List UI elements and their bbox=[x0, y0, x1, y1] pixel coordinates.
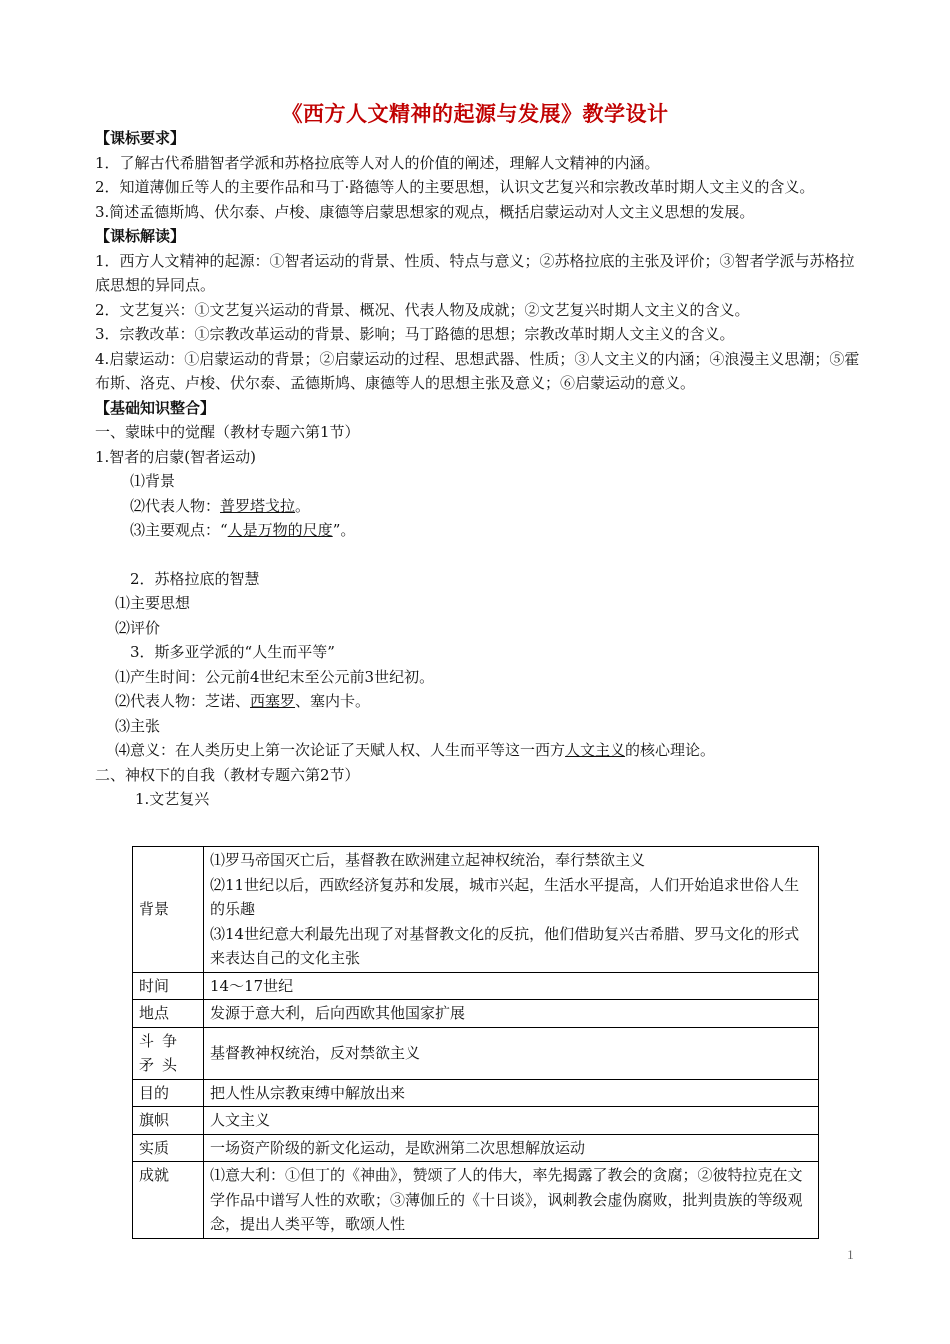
list-item: 3．宗教改革：①宗教改革运动的背景、影响；马丁路德的思想；宗教改革时期人文主义的含义。 bbox=[95, 325, 735, 343]
table-row bbox=[133, 847, 819, 973]
part-heading: 一、蒙昧中的觉醒（教材专题六第1节） bbox=[95, 423, 360, 441]
table-value: 把人性从宗教束缚中解放出来 bbox=[204, 1079, 819, 1107]
table-key: 目的 bbox=[133, 1079, 204, 1107]
table-value: 一场资产阶级的新文化运动，是欧洲第二次思想解放运动 bbox=[204, 1134, 819, 1162]
table-value: 基督教神权统治，反对禁欲主义 bbox=[204, 1027, 819, 1079]
list-item: ⑵评价 bbox=[115, 618, 161, 637]
table-row bbox=[133, 1107, 819, 1135]
table-value: ⑴罗马帝国灭亡后，基督教在欧洲建立起神权统治，奉行禁欲主义 ⑵11世纪以后，西欧经济复苏和发展，城市兴起，生活水平提高，人们开始追求世俗人生的乐趣 ⑶14世纪意大利最先出现了对基督教文化的反抗，他们借助复兴古希腊、罗马文化的形式来表达自己的文化主张 bbox=[204, 847, 819, 973]
list-item: 1．了解古代希腊智者学派和苏格拉底等人对人的价值的阐述，理解人文精神的内涵。 bbox=[95, 153, 660, 172]
list-item: 4.启蒙运动：①启蒙运动的背景；②启蒙运动的过程、思想武器、性质；③人文主义的内涵；④浪漫主义思潮；⑤霍布斯、洛克、卢梭、伏尔泰、孟德斯鸠、康德等人的思想主张及意义；⑥启蒙运动的意义。 bbox=[95, 349, 860, 392]
table-row bbox=[133, 1134, 819, 1162]
document-body bbox=[95, 126, 860, 812]
table-row bbox=[133, 972, 819, 1000]
list-item: ⑴产生时间：公元前4世纪末至公元前3世纪初。 bbox=[115, 667, 435, 686]
section-heading-kebiao-yaoqiu: 【课标要求】 bbox=[95, 129, 186, 147]
list-item: 3.简述孟德斯鸠、伏尔泰、卢梭、康德等启蒙思想家的观点，概括启蒙运动对人文主义思想的发展。 bbox=[95, 202, 755, 221]
table-value: 14～17世纪 bbox=[204, 972, 819, 1000]
document-title: 《西方人文精神的起源与发展》教学设计 bbox=[281, 101, 669, 126]
table-value: ⑴意大利：①但丁的《神曲》，赞颂了人的伟大，率先揭露了教会的贪腐；②彼特拉克在文学作品中谱写人性的欢歌；③薄伽丘的《十日谈》，讽刺教会虚伪腐败，批判贵族的等级观念，提出人类平等，歌颂人性 bbox=[204, 1162, 819, 1239]
list-item: ⑷意义：在人类历史上第一次论证了天赋人权、人生而平等这一西方人文主义的核心理论。 bbox=[115, 741, 716, 759]
list-item: 1．西方人文精神的起源：①智者运动的背景、性质、特点与意义；②苏格拉底的主张及评价；③智者学派与苏格拉底思想的异同点。 bbox=[95, 251, 855, 294]
list-item: 2．文艺复兴：①文艺复兴运动的背景、概况、代表人物及成就；②文艺复兴时期人文主义的含义。 bbox=[95, 300, 750, 319]
blank-line bbox=[95, 543, 860, 567]
underlined-answer: 西塞罗 bbox=[250, 692, 296, 710]
list-item: ⑵代表人物：芝诺、西塞罗、塞内卡。 bbox=[115, 692, 371, 710]
renaissance-table bbox=[132, 846, 819, 1239]
list-item: ⑴主要思想 bbox=[115, 594, 191, 612]
list-item: ⑶主张 bbox=[115, 716, 161, 735]
list-item: ⑴背景 bbox=[130, 472, 176, 490]
subsection-heading: 1.文艺复兴 bbox=[135, 790, 210, 808]
table-key: 背景 bbox=[133, 847, 204, 973]
table-key: 时间 bbox=[133, 972, 204, 1000]
underlined-answer: 人文主义 bbox=[565, 741, 626, 759]
table-key: 地点 bbox=[133, 1000, 204, 1028]
subsection-heading: 2．苏格拉底的智慧 bbox=[130, 569, 260, 588]
underlined-answer: 普罗塔戈拉 bbox=[220, 496, 296, 515]
table-key: 成就 bbox=[133, 1162, 204, 1239]
section-heading-kebiao-jiedu: 【课标解读】 bbox=[95, 227, 186, 245]
section-heading-jichu: 【基础知识整合】 bbox=[95, 398, 216, 417]
list-item: ⑵代表人物：普罗塔戈拉。 bbox=[130, 496, 311, 515]
table-key: 旗帜 bbox=[133, 1107, 204, 1135]
table-value: 发源于意大利，后向西欧其他国家扩展 bbox=[204, 1000, 819, 1028]
table-row bbox=[133, 1027, 819, 1079]
table-key: 实质 bbox=[133, 1134, 204, 1162]
table-row bbox=[133, 1162, 819, 1239]
page-number: １ bbox=[845, 1249, 856, 1262]
table-row bbox=[133, 1079, 819, 1107]
table-value: 人文主义 bbox=[204, 1107, 819, 1135]
table-row bbox=[133, 1000, 819, 1028]
list-item: 2．知道薄伽丘等人的主要作品和马丁·路德等人的主要思想，认识文艺复兴和宗教改革时期人文主义的含义。 bbox=[95, 178, 815, 196]
subsection-heading: 1.智者的启蒙(智者运动) bbox=[95, 447, 257, 466]
subsection-heading: 3．斯多亚学派的“人生而平等” bbox=[130, 643, 335, 661]
list-item: ⑶主要观点：“人是万物的尺度”。 bbox=[130, 521, 356, 539]
underlined-answer: 人是万物的尺度 bbox=[227, 521, 333, 539]
part-heading: 二、神权下的自我（教材专题六第2节） bbox=[95, 765, 360, 784]
table-key: 斗争矛头 bbox=[133, 1027, 204, 1079]
